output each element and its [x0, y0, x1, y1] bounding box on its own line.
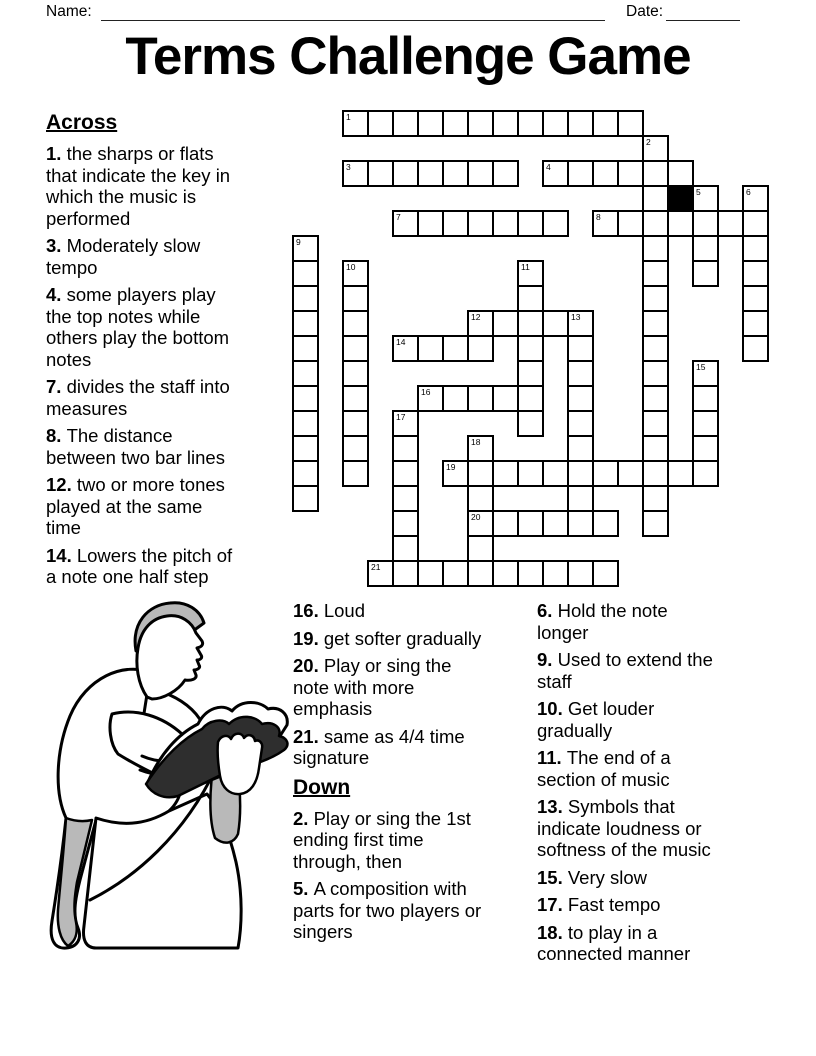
grid-cell[interactable] [542, 310, 569, 337]
clue-text: A composition with parts for two players or singers [293, 878, 482, 942]
cell-number: 13 [571, 312, 581, 322]
grid-cell[interactable] [692, 210, 719, 237]
grid-cell[interactable] [292, 435, 319, 462]
clue-text: The end of a section of music [537, 747, 671, 790]
grid-cell[interactable] [692, 460, 719, 487]
grid-cell[interactable] [442, 335, 469, 362]
grid-cell[interactable] [542, 560, 569, 587]
grid-cell[interactable] [742, 260, 769, 287]
clue-text: Used to extend the staff [537, 649, 713, 692]
cell-number: 11 [521, 262, 530, 272]
grid-cell[interactable] [592, 510, 619, 537]
name-label: Name: [46, 3, 92, 20]
clue-number: 6. [537, 600, 558, 621]
grid-cell[interactable] [467, 385, 494, 412]
grid-cell[interactable] [442, 210, 469, 237]
clue-number: 13. [537, 796, 568, 817]
clue-number: 20. [293, 655, 324, 676]
grid-cell[interactable] [717, 210, 744, 237]
cell-number: 8 [596, 212, 601, 222]
grid-cell[interactable] [667, 210, 694, 237]
grid-cell[interactable] [592, 460, 619, 487]
cell-number: 7 [396, 212, 401, 222]
clue-text: The distance between two bar lines [46, 425, 225, 468]
clue-text: Loud [323, 600, 366, 621]
grid-cell[interactable] [517, 335, 544, 362]
grid-cell[interactable] [742, 335, 769, 362]
grid-cell[interactable] [667, 460, 694, 487]
grid-cell[interactable] [292, 285, 319, 312]
grid-cell[interactable] [467, 535, 494, 562]
clue-9 [537, 649, 721, 692]
grid-cell[interactable] [342, 260, 369, 287]
clue-text: Play or sing the note with more emphasis [293, 655, 452, 719]
grid-cell[interactable] [417, 160, 444, 187]
date-field[interactable] [666, 20, 740, 21]
grid-cell[interactable] [542, 510, 569, 537]
grid-cell[interactable] [592, 110, 619, 137]
grid-cell[interactable] [467, 510, 494, 537]
cell-number: 20 [471, 512, 481, 522]
grid-cell[interactable] [742, 235, 769, 262]
grid-cell[interactable] [292, 235, 319, 262]
clue-column-middle [293, 600, 488, 949]
cell-number: 9 [296, 237, 301, 247]
cell-number: 17 [396, 412, 406, 422]
cell-number: 4 [546, 162, 551, 172]
clue-18 [537, 922, 721, 965]
grid-cell[interactable] [467, 560, 494, 587]
grid-cell[interactable] [617, 160, 644, 187]
clue-number: 11. [537, 747, 567, 768]
monk-hand [218, 734, 263, 794]
clue-20 [293, 655, 488, 720]
grid-cell[interactable] [467, 485, 494, 512]
grid-cell[interactable] [392, 410, 419, 437]
clue-number: 4. [46, 284, 67, 305]
grid-cell[interactable] [642, 485, 669, 512]
grid-cell[interactable] [692, 260, 719, 287]
grid-cell[interactable] [517, 360, 544, 387]
page-title: Terms Challenge Game [125, 27, 691, 86]
grid-cell[interactable] [292, 360, 319, 387]
grid-cell[interactable] [592, 560, 619, 587]
clue-text: Lowers the pitch of a note one half step [46, 544, 233, 587]
clue-15 [537, 867, 721, 889]
grid-cell[interactable] [617, 210, 644, 237]
clue-2 [293, 808, 488, 873]
grid-cell[interactable] [392, 460, 419, 487]
grid-cell[interactable] [642, 135, 669, 162]
grid-cell[interactable] [742, 210, 769, 237]
grid-cell[interactable] [467, 335, 494, 362]
clue-text: Hold the note longer [537, 600, 668, 643]
grid-cell[interactable] [567, 385, 594, 412]
grid-cell[interactable] [292, 335, 319, 362]
clue-number: 7. [46, 376, 67, 397]
clue-5 [293, 878, 488, 943]
clue-text: same as 4/4 time signature [293, 725, 465, 768]
clue-text: Get louder gradually [537, 698, 655, 741]
date-label: Date: [626, 3, 664, 20]
grid-cell[interactable] [392, 160, 419, 187]
grid-cell[interactable] [417, 110, 444, 137]
clue-text: Very slow [567, 866, 648, 888]
cell-number: 3 [346, 162, 351, 172]
clue-number: 8. [46, 425, 67, 446]
grid-cell[interactable] [692, 185, 719, 212]
grid-cell[interactable] [342, 285, 369, 312]
grid-cell[interactable] [692, 235, 719, 262]
clue-number: 9. [537, 649, 558, 670]
cell-number: 14 [396, 337, 406, 347]
grid-cell[interactable] [567, 510, 594, 537]
clue-text: Moderately slow tempo [46, 235, 201, 278]
grid-cell[interactable] [492, 160, 519, 187]
grid-cell[interactable] [742, 310, 769, 337]
grid-cell[interactable] [492, 510, 519, 537]
grid-cell[interactable] [342, 110, 369, 137]
clue-heading-down: Down [293, 775, 351, 799]
cell-number: 19 [446, 462, 456, 472]
grid-cell[interactable] [342, 435, 369, 462]
grid-cell[interactable] [517, 460, 544, 487]
grid-cell[interactable] [567, 360, 594, 387]
grid-cell[interactable] [567, 435, 594, 462]
grid-cell[interactable] [667, 160, 694, 187]
grid-cell[interactable] [492, 560, 519, 587]
cell-number: 16 [421, 387, 431, 397]
grid-cell[interactable] [442, 160, 469, 187]
clue-7 [46, 376, 236, 419]
clue-number: 16. [293, 600, 324, 621]
clue-8 [46, 425, 236, 468]
clue-text: Play or sing the 1st ending first time through, then [293, 807, 471, 872]
grid-cell[interactable] [392, 335, 419, 362]
grid-cell[interactable] [517, 560, 544, 587]
grid-cell[interactable] [467, 460, 494, 487]
grid-cell[interactable] [342, 335, 369, 362]
grid-cell[interactable] [342, 310, 369, 337]
grid-black-cell [667, 185, 694, 212]
grid-cell[interactable] [542, 460, 569, 487]
grid-cell[interactable] [492, 210, 519, 237]
clue-number: 12. [46, 474, 77, 495]
cell-number: 10 [346, 262, 356, 272]
cell-number: 5 [696, 187, 701, 197]
clue-21 [293, 726, 488, 769]
clue-13 [537, 796, 721, 861]
cell-number: 21 [371, 562, 381, 572]
grid-cell[interactable] [642, 235, 669, 262]
clue-11 [537, 747, 721, 790]
grid-cell[interactable] [567, 160, 594, 187]
grid-cell[interactable] [342, 360, 369, 387]
grid-cell[interactable] [567, 110, 594, 137]
grid-cell[interactable] [567, 485, 594, 512]
clue-heading-across: Across [46, 111, 118, 134]
grid-cell[interactable] [592, 210, 619, 237]
grid-cell[interactable] [292, 260, 319, 287]
grid-cell[interactable] [292, 385, 319, 412]
clue-number: 18. [537, 921, 568, 943]
grid-cell[interactable] [517, 310, 544, 337]
grid-cell[interactable] [392, 435, 419, 462]
grid-cell[interactable] [742, 285, 769, 312]
clue-text: Symbols that indicate loudness or softness of the music [537, 796, 711, 860]
grid-cell[interactable] [692, 360, 719, 387]
clue-number: 1. [46, 143, 67, 164]
grid-cell[interactable] [517, 285, 544, 312]
grid-cell[interactable] [642, 160, 669, 187]
clue-number: 15. [537, 866, 568, 888]
grid-cell[interactable] [492, 385, 519, 412]
clue-3 [46, 235, 236, 278]
clue-17 [537, 894, 721, 916]
grid-cell[interactable] [642, 360, 669, 387]
monk-reading-book-illustration [26, 596, 290, 962]
grid-cell[interactable] [567, 460, 594, 487]
grid-cell[interactable] [292, 460, 319, 487]
clue-text: to play in a connected manner [537, 921, 691, 964]
grid-cell[interactable] [692, 410, 719, 437]
grid-cell[interactable] [642, 210, 669, 237]
grid-cell[interactable] [517, 110, 544, 137]
grid-cell[interactable] [442, 110, 469, 137]
grid-cell[interactable] [392, 535, 419, 562]
cell-number: 6 [746, 187, 751, 197]
grid-cell[interactable] [567, 310, 594, 337]
crossword-grid [292, 110, 771, 589]
grid-cell[interactable] [467, 160, 494, 187]
monk-head [137, 616, 203, 699]
cell-number: 15 [696, 362, 706, 372]
grid-cell[interactable] [517, 210, 544, 237]
grid-cell[interactable] [692, 435, 719, 462]
grid-cell[interactable] [517, 510, 544, 537]
grid-cell[interactable] [517, 385, 544, 412]
clue-16 [293, 600, 488, 622]
grid-cell[interactable] [392, 210, 419, 237]
grid-cell[interactable] [292, 410, 319, 437]
grid-cell[interactable] [417, 385, 444, 412]
grid-cell[interactable] [642, 185, 669, 212]
grid-cell[interactable] [342, 160, 369, 187]
grid-cell[interactable] [517, 260, 544, 287]
grid-cell[interactable] [392, 560, 419, 587]
clue-4 [46, 284, 236, 370]
grid-cell[interactable] [692, 385, 719, 412]
grid-cell[interactable] [417, 335, 444, 362]
grid-cell[interactable] [642, 285, 669, 312]
grid-cell[interactable] [392, 510, 419, 537]
clue-number: 10. [537, 698, 568, 719]
grid-cell[interactable] [367, 560, 394, 587]
clue-1 [46, 143, 236, 229]
grid-cell[interactable] [642, 510, 669, 537]
grid-cell[interactable] [467, 110, 494, 137]
grid-cell[interactable] [542, 110, 569, 137]
grid-cell[interactable] [567, 410, 594, 437]
clue-number: 19. [293, 627, 324, 649]
grid-cell[interactable] [467, 435, 494, 462]
grid-cell[interactable] [642, 260, 669, 287]
grid-cell[interactable] [642, 410, 669, 437]
name-field[interactable] [101, 20, 605, 21]
grid-cell[interactable] [642, 310, 669, 337]
clue-column-across [46, 110, 236, 594]
grid-cell[interactable] [542, 160, 569, 187]
grid-cell[interactable] [292, 310, 319, 337]
clue-12 [46, 474, 236, 539]
clue-column-down [537, 600, 721, 971]
grid-cell[interactable] [392, 485, 419, 512]
grid-cell[interactable] [342, 460, 369, 487]
grid-cell[interactable] [542, 210, 569, 237]
clue-text: Fast tempo [567, 894, 661, 915]
clue-text: get softer gradually [323, 627, 482, 649]
grid-cell[interactable] [467, 210, 494, 237]
grid-cell[interactable] [617, 110, 644, 137]
clue-6 [537, 600, 721, 643]
clue-text: two or more tones played at the same time [46, 474, 225, 538]
grid-cell[interactable] [742, 185, 769, 212]
grid-cell[interactable] [642, 335, 669, 362]
clue-number: 17. [537, 894, 568, 915]
grid-cell[interactable] [367, 160, 394, 187]
clue-number: 14. [46, 544, 77, 566]
grid-cell[interactable] [467, 310, 494, 337]
grid-cell[interactable] [567, 335, 594, 362]
grid-cell[interactable] [392, 110, 419, 137]
cell-number: 12 [471, 312, 481, 322]
grid-cell[interactable] [342, 410, 369, 437]
clue-14 [46, 545, 236, 588]
grid-cell[interactable] [442, 460, 469, 487]
cell-number: 18 [471, 437, 481, 447]
clue-number: 2. [293, 807, 314, 829]
grid-cell[interactable] [367, 110, 394, 137]
grid-cell[interactable] [567, 560, 594, 587]
grid-cell[interactable] [642, 460, 669, 487]
cell-number: 1 [346, 112, 351, 122]
clue-number: 21. [293, 725, 324, 747]
grid-cell[interactable] [417, 560, 444, 587]
grid-cell[interactable] [642, 435, 669, 462]
grid-cell[interactable] [342, 385, 369, 412]
grid-cell[interactable] [492, 460, 519, 487]
grid-cell[interactable] [642, 385, 669, 412]
clue-text: the sharps or flats that indicate the key in which the music is performed [46, 143, 231, 229]
clue-number: 3. [46, 235, 67, 256]
grid-cell[interactable] [517, 410, 544, 437]
grid-cell[interactable] [492, 310, 519, 337]
cell-number: 2 [646, 137, 651, 147]
clue-text: some players play the top notes while others play the bottom notes [46, 284, 230, 370]
grid-cell[interactable] [417, 210, 444, 237]
grid-cell[interactable] [617, 460, 644, 487]
grid-cell[interactable] [492, 110, 519, 137]
clue-19 [293, 628, 488, 650]
grid-cell[interactable] [592, 160, 619, 187]
clue-number: 5. [293, 878, 314, 899]
clue-text: divides the staff into measures [46, 376, 230, 419]
clue-10 [537, 698, 721, 741]
grid-cell[interactable] [292, 485, 319, 512]
monk-illustration-svg [26, 596, 290, 962]
grid-cell[interactable] [442, 385, 469, 412]
grid-cell[interactable] [442, 560, 469, 587]
